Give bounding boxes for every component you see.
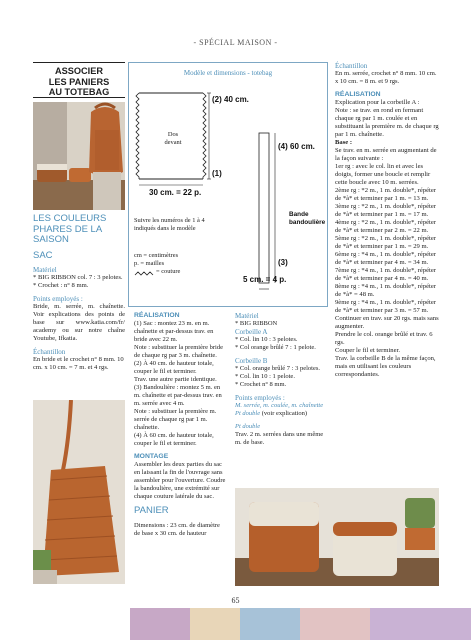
sac-heading: SAC bbox=[33, 249, 53, 261]
legend-couture: = couture bbox=[156, 268, 181, 275]
column-4 bbox=[335, 62, 439, 379]
label-4-60cm: (4) 60 cm. bbox=[278, 142, 315, 151]
row-9: 9ème rg : *4 m., 1 m. double*, répéter de *à* et terminer par 3 m. = 57 m. bbox=[335, 299, 436, 314]
end-4: Trav. la corbeille B de la même façon, mais en utilisant les couleurs correspondantes. bbox=[335, 355, 436, 378]
label-dos: Dos bbox=[167, 131, 179, 138]
echantillon-text: En bride et le crochet n° 8 mm. 10 cm. x 10 cm. = 7 m. et 4 rgs. bbox=[33, 356, 124, 371]
label-bandouliere-word: bandoulière bbox=[289, 218, 326, 226]
pattern-diagram bbox=[128, 62, 328, 307]
corbeille-a-title: Corbeille A bbox=[235, 328, 268, 336]
step-4: (4) À 60 cm. de hauteur totale, couper le fil et terminer. bbox=[134, 432, 214, 447]
label-1: (1) bbox=[212, 169, 222, 178]
montage-heading: MONTAGE bbox=[134, 453, 169, 460]
points-title-2: Points employés : bbox=[235, 394, 285, 402]
legend-cm: cm = centimètres bbox=[134, 252, 179, 259]
tote-bag-closeup-photo bbox=[33, 400, 125, 584]
label-30cm: 30 cm. = 22 p. bbox=[149, 188, 202, 197]
step-1: (1) Sac : montez 23 m. en m. chaînette et par-dessus trav. en bride avec 22 m. bbox=[134, 320, 214, 343]
column-1 bbox=[33, 214, 125, 372]
yarn-strip-photo bbox=[130, 608, 471, 640]
echantillon-text-2: En m. serrée, crochet n° 8 mm. 10 cm. x 10 cm. = 8 m. et 9 rgs. bbox=[335, 70, 437, 85]
echantillon-title: Échantillon bbox=[33, 348, 66, 356]
points-text: Bride, m. serrée, m. chaînette. Voir explications des points de base sur www.katia.com/fr/ academy ou sur notre chaîne Youtube, Ifkatia. bbox=[33, 303, 125, 342]
end-1: Continuer en trav. sur 20 rgs. mais sans augmenter. bbox=[335, 315, 439, 330]
column-2 bbox=[134, 312, 226, 538]
colors-heading-1: LES COULEURS bbox=[33, 213, 107, 224]
label-5cm: 5 cm. = 4 p. bbox=[243, 275, 287, 284]
corbeille-b-line-1: * Col. orange brûlé 7 : 3 pelotes. bbox=[235, 365, 321, 372]
row-6: 6ème rg : *4 m., 1 m. double*, répéter de *à* et terminer par 4 m. = 34 m. bbox=[335, 251, 436, 266]
pt-double-title: Pt double bbox=[235, 423, 261, 430]
row-4: 4ème rg : *2 m., 1 m. double*, répéter de *à* et terminer par 2 m. = 22 m. bbox=[335, 219, 436, 234]
montage-text: Assembler les deux parties du sac en laissant la fin de l'ouvrage sans assembler pour l'ouverture. Coudre la bandoulière, une extrémité sur chaque couture latérale du sac. bbox=[134, 461, 226, 500]
materiel-line-1: * BIG RIBBON col. 7 : 3 pelotes. bbox=[33, 274, 123, 281]
title-line-1: ASSOCIER bbox=[55, 66, 103, 76]
points-list: M. serrée, m. coulée, m. chaînette bbox=[235, 402, 324, 409]
end-2: Prendre le col. orange brûlé et trav. 6 rgs. bbox=[335, 331, 433, 346]
corbeille-a-line-1: * Col. lin 10 : 3 pelotes. bbox=[235, 336, 298, 343]
end-3: Couper le fil et terminer. bbox=[335, 347, 401, 354]
base-title: Base : bbox=[335, 139, 353, 146]
row-8: 8ème rg : *4 m., 1 m. double*, répéter de *à* = 48 m. bbox=[335, 283, 436, 298]
base-text: Se trav. en m. serrée en augmentant de la façon suivante : bbox=[335, 147, 437, 162]
corbeille-b-title: Corbeille B bbox=[235, 357, 268, 365]
echantillon-title-2: Échantillon bbox=[335, 62, 368, 70]
baskets-photo bbox=[235, 488, 439, 586]
column-3 bbox=[235, 312, 327, 447]
pt-double-suffix: (voir explication) bbox=[260, 410, 308, 417]
legend-p: p. = mailles bbox=[134, 260, 165, 267]
realisation-heading-2: RÉALISATION bbox=[335, 91, 381, 98]
corbeille-b-line-3: * Crochet n° 8 mm. bbox=[235, 381, 287, 388]
panier-dimensions: Dimensions : 23 cm. de diamètre de base x 30 cm. de hauteur bbox=[134, 521, 220, 537]
row-7: 7ème rg : *4 m., 1 m. double*, répéter de *à* et terminer par 4 m. = 40 m. bbox=[335, 267, 436, 282]
colors-heading-2: PHARES DE LA SAISON bbox=[33, 223, 102, 245]
note-1: Note : substituer la première bride de chaque rg par 3 m. chaînette. bbox=[134, 344, 223, 359]
row-3: 3ème rg : *2 m., 1 m. double*, répéter de *à* et terminer par 1 m. = 17 m. bbox=[335, 203, 436, 218]
corbeille-a-line-2: * Col orange brûlé 7 : 1 pelote. bbox=[235, 344, 316, 351]
label-bande bbox=[289, 211, 325, 226]
materiel-title-2: Matériel bbox=[235, 312, 259, 320]
corbeille-b-line-2: * Col. lin 10 : 1 pelote. bbox=[235, 373, 295, 380]
row-1: 1er rg : avec le col. lin et avec les doigts, former une boucle et remplir cette boucle avec 10 m. serrées. bbox=[335, 163, 431, 186]
title-line-2: LES PANIERS bbox=[48, 76, 110, 87]
round-note: Note : se trav. en rond en fermant chaque rg par 1 m. coulée et en substituant la première m. de chaque rg par 1 m. chaînette. bbox=[335, 107, 439, 138]
realisation-heading: RÉALISATION bbox=[134, 312, 180, 319]
panier-heading: PANIER bbox=[134, 505, 169, 516]
diagram-note: Suivre les numéros de 1 à 4 indiqués dans le modèle bbox=[134, 217, 205, 232]
diagram-title: Modèle et dimensions - totebag bbox=[183, 69, 273, 77]
tote-bag-photo bbox=[33, 102, 125, 210]
pt-double-line bbox=[235, 410, 327, 418]
pt-double-text: Trav. 2 m. serrées dans une même m. de base. bbox=[235, 431, 324, 446]
label-dos-devant bbox=[157, 131, 189, 146]
article-title bbox=[33, 62, 125, 98]
materiel-title: Matériel bbox=[33, 266, 57, 274]
materiel-big-ribbon: * BIG RIBBON bbox=[235, 320, 278, 327]
note-2: Note : substituer la première m. serrée de chaque rg par 1 m. chaînette. bbox=[134, 408, 217, 431]
page-number: 65 bbox=[231, 596, 240, 605]
pt-double-word: Pt double bbox=[235, 410, 261, 417]
step-2: (2) À 40 cm. de hauteur totale, couper le fil et terminer. bbox=[134, 360, 214, 375]
label-2-40cm: (2) 40 cm. bbox=[212, 95, 249, 104]
label-3: (3) bbox=[278, 258, 288, 267]
title-line-3: AU TOTEBAG bbox=[48, 87, 110, 97]
materiel-line-2: * Crochet : n° 8 mm. bbox=[33, 282, 89, 289]
section-header: - SPÉCIAL MAISON - bbox=[193, 38, 278, 47]
row-2: 2ème rg : *2 m., 1 m. double*, répéter de *à* et terminer par 1 m. = 13 m. bbox=[335, 187, 436, 202]
step-other-part: Trav. une autre partie identique. bbox=[134, 376, 217, 383]
step-3: (3) Bandoulière : montez 5 m. en m. chaînette et par-dessus trav. en m. serrée avec 4 m. bbox=[134, 384, 222, 407]
points-title: Points employés : bbox=[33, 295, 83, 303]
label-bande-word: Bande bbox=[289, 211, 309, 218]
row-5: 5ème rg : *2 m., 1 m. double*, répéter de *à* et terminer par 1 m. = 29 m. bbox=[335, 235, 436, 250]
label-devant: devant bbox=[164, 138, 182, 146]
corbeille-a-intro: Explication pour la corbeille A : bbox=[335, 99, 420, 106]
